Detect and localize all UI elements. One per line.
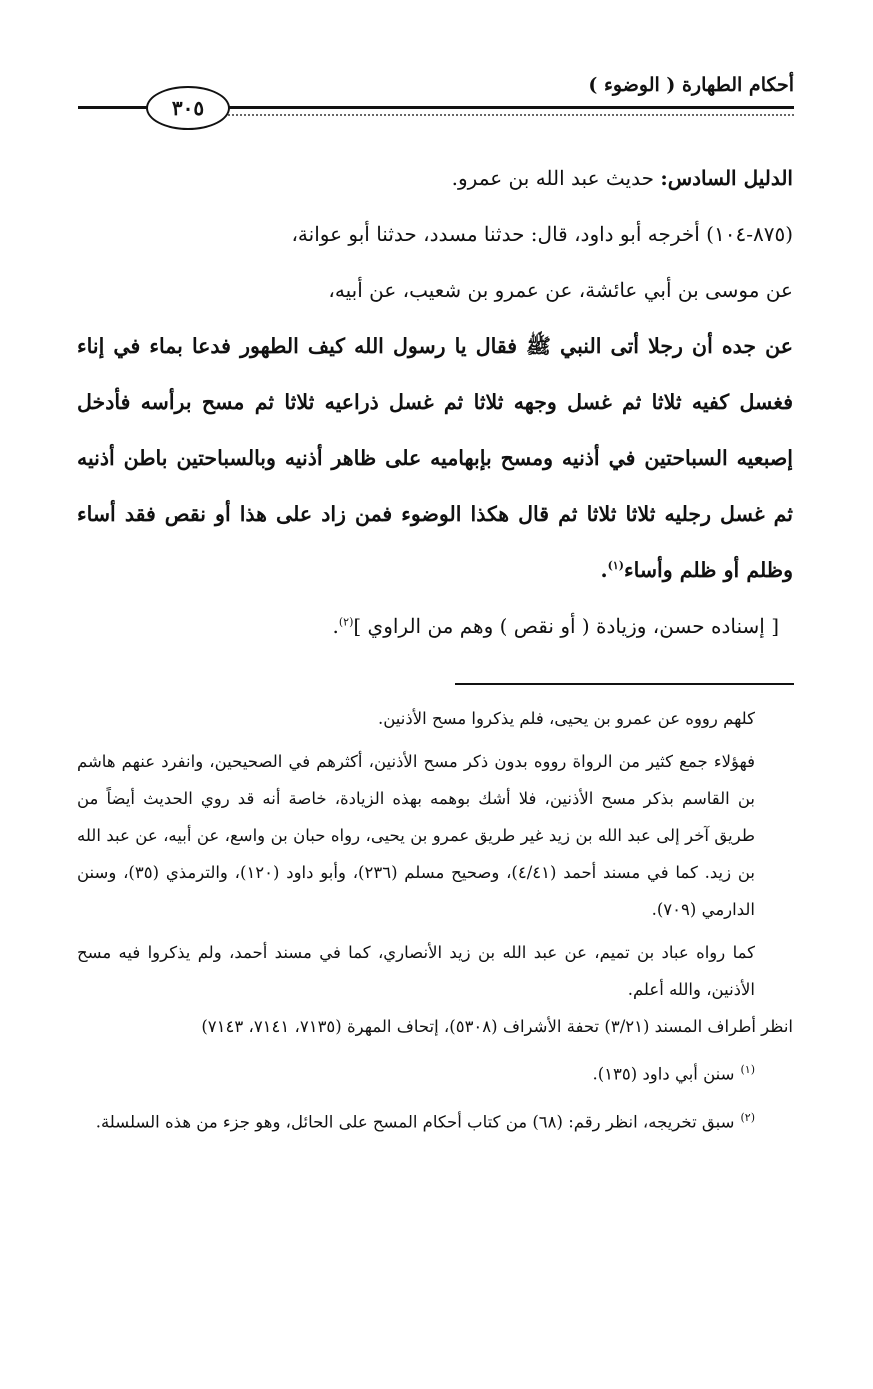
footnote-continuation-2: فهؤلاء جمع كثير من الرواة رووه بدون ذكر مسح الأذنين، أكثرهم في الصحيحين، وانفرد عنهم هاشم بن القاسم بذكر مسح الأذنين، فلا أشك بوهمه بهذه الزيادة، خاصة أنه قد روي الحديث أيضاً من طريق آخر إلى عبد الله بن زيد غير طريق عمرو بن يحيى، رواه حبان بن واسع، عن أبيه، عن عبد الله بن زيد. كما في مسند أحمد (٤/٤١)، وصحيح مسلم (٢٣٦)، وأبو داود (١٢٠)، والترمذي (٣٥)، وسنن الدارمي (٧٠٩). bbox=[77, 752, 755, 919]
footnote-2-marker: (٢) bbox=[740, 1110, 755, 1124]
running-title: أحكام الطهارة ( الوضوء ) bbox=[588, 74, 794, 96]
evidence-heading bbox=[77, 150, 793, 206]
footnote-continuation-4: انظر أطراف المسند (٣/٢١) تحفة الأشراف (٥٣٠٨)، إتحاف المهرة (٧١٣٥، ٧١٤١، ٧١٤٣) bbox=[201, 1017, 793, 1036]
grade-text: [ إسناده حسن، وزيادة ( أو نقص ) وهم من الراوي ] bbox=[353, 614, 779, 638]
footnotes bbox=[77, 700, 793, 1140]
footnote-ref-2: (٢) bbox=[338, 615, 354, 629]
isnad-grade: [ إسناده حسن، وزيادة ( أو نقص ) وهم من الراوي ]$^{(٢)}$. bbox=[332, 614, 779, 638]
footnote-1-marker: (١) bbox=[740, 1063, 755, 1076]
hadith-text: عن جده أن رجلا أتى النبي ﷺ فقال يا رسول الله كيف الطهور فدعا بماء في إناء فغسل كفيه ثلاثا ثم غسل وجهه ثلاثا ثم غسل ذراعيه ثلاثا ثم مسح برأسه فأدخل إصبعيه السباحتين في أذنيه ومسح بإبهاميه على ظاهر أذنيه وبالسباحتين باطن أذنيه ثم غسل رجليه ثلاثا ثلاثا ثم قال هكذا الوضوء فمن زاد على هذا أو نقص فقد أساء وظلم أو ظلم وأساء$^{(١)}$. bbox=[77, 334, 793, 582]
page-number: ٣٠٥ bbox=[171, 96, 205, 120]
main-text bbox=[77, 150, 793, 654]
footnote-continuation-1: كلهم رووه عن عمرو بن يحيى، فلم يذكروا مسح الأذنين. bbox=[378, 709, 755, 728]
page-number-oval bbox=[146, 86, 230, 130]
footnote-separator bbox=[455, 683, 794, 685]
evidence-label: الدليل السادس: bbox=[660, 166, 793, 190]
header-dotted-rule bbox=[228, 114, 794, 116]
footnote-1 bbox=[77, 1051, 793, 1093]
evidence-text: حديث عبد الله بن عمرو. bbox=[451, 166, 661, 190]
hadith-body: عن جده أن رجلا أتى النبي ﷺ فقال يا رسول الله كيف الطهور فدعا بماء في إناء فغسل كفيه ثلاثا ثم غسل وجهه ثلاثا ثم غسل ذراعيه ثلاثا ثم مسح برأسه فأدخل إصبعيه السباحتين في أذنيه ومسح بإبهاميه على ظاهر أذنيه وبالسباحتين باطن أذنيه ثم غسل رجليه ثلاثا ثلاثا ثم قال هكذا الوضوء فمن زاد على هذا أو نقص فقد أساء وظلم أو ظلم وأساء bbox=[77, 334, 793, 582]
footnote-2-text: سبق تخريجه، انظر رقم: (٦٨) من كتاب أحكام المسح على الحائل، وهو جزء من هذه السلسلة. bbox=[95, 1112, 735, 1131]
footnote-continuation-3: كما رواه عباد بن تميم، عن عبد الله بن زيد الأنصاري، كما في مسند أحمد، ولم يذكروا فيه مسح الأذنين، والله أعلم. bbox=[77, 943, 755, 999]
footnote-1-text: سنن أبي داود (١٣٥). bbox=[592, 1064, 735, 1084]
isnad-line-1: (٨٧٥-١٠٤) أخرجه أبو داود، قال: حدثنا مسدد، حدثنا أبو عوانة، bbox=[291, 222, 793, 246]
isnad-line-2: عن موسى بن أبي عائشة، عن عمرو بن شعيب، عن أبيه، bbox=[328, 278, 793, 302]
footnote-ref-1: (١) bbox=[607, 559, 624, 573]
page-header bbox=[78, 66, 794, 130]
footnote-2 bbox=[77, 1099, 793, 1141]
